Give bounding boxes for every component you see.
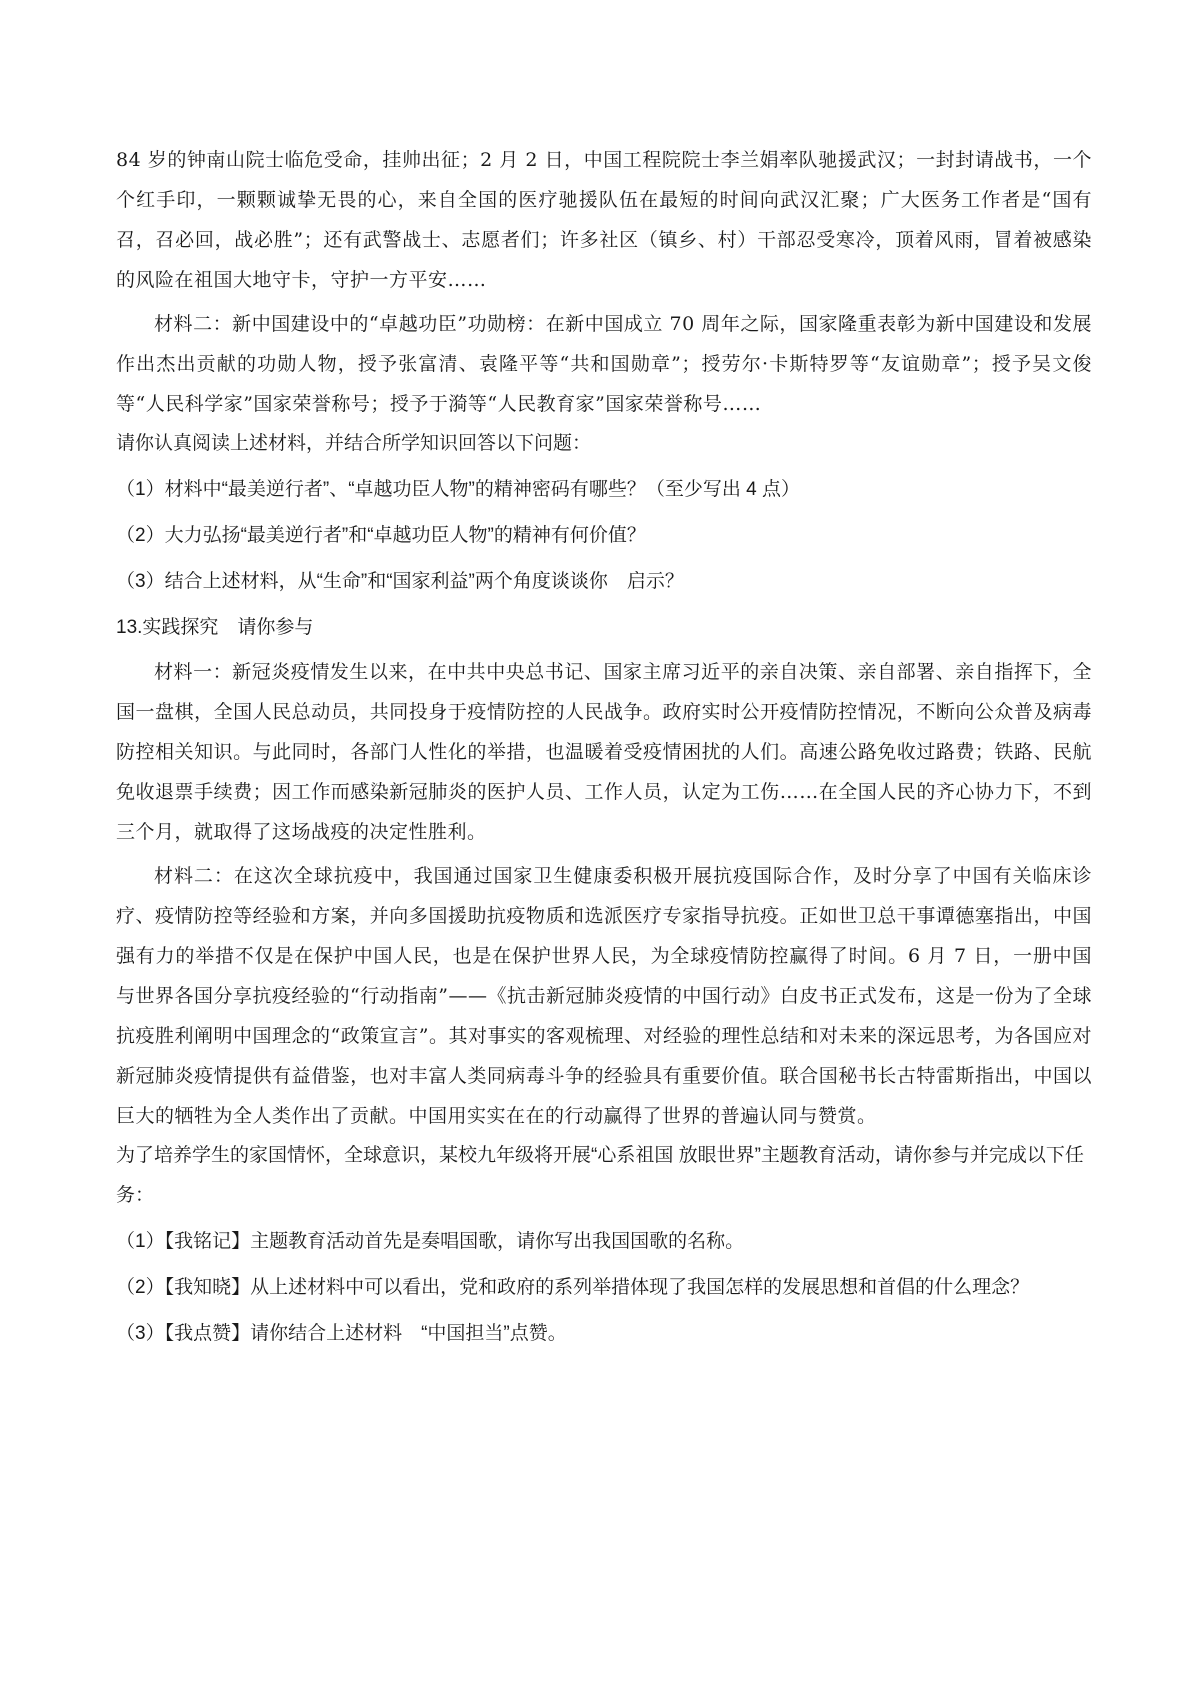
- q13-instruction: 为了培养学生的家国情怀，全球意识，某校九年级将开展“心系祖国 放眼世界”主题教育活动，请你参与并完成以下任务：: [116, 1145, 1084, 1206]
- q12-instruction: 请你认真阅读上述材料，并结合所学知识回答以下问题：: [116, 433, 592, 454]
- q13-heading: 13.实践探究 请你参与: [116, 617, 314, 638]
- q13-question-1: （1）【我铭记】主题教育活动首先是奏唱国歌，请你写出我国国歌的名称。: [116, 1231, 745, 1252]
- material-2-paragraph: 材料二：新中国建设中的“卓越功臣”功勋榜：在新中国成立 70 周年之际，国家隆重表彰为新中国建设和发展作出杰出贡献的功勋人物，授予张富清、袁隆平等“共和国勋章”；授劳尔·卡斯特罗等“友谊勋章”；授予吴文俊等“人民科学家”国家荣誉称号；授予于漪等“人民教育家”国家荣誉称号……: [116, 313, 1092, 415]
- q13-question-2: （2）【我知晓】从上述材料中可以看出，党和政府的系列举措体现了我国怎样的发展思想和首倡的什么理念？: [116, 1277, 1030, 1298]
- page-content: [116, 140, 1092, 1360]
- intro-paragraph: 84 岁的钟南山院士临危受命，挂帅出征；2 月 2 日，中国工程院院士李兰娟率队驰援武汉；一封封请战书，一个个红手印，一颗颗诚挚无畏的心，来自全国的医疗驰援队伍在最短的时间向武汉汇聚；广大医务工作者是“国有召，召必回，战必胜”；还有武警战士、志愿者们；许多社区（镇乡、村）干部忍受寒冷，顶着风雨，冒着被感染的风险在祖国大地守卡，守护一方平安……: [116, 149, 1092, 291]
- q12-question-2: （2）大力弘扬“最美逆行者”和“卓越功臣人物”的精神有何价值？: [116, 525, 646, 546]
- q13-material-1: 材料一：新冠炎疫情发生以来，在中共中央总书记、国家主席习近平的亲自决策、亲自部署、亲自指挥下，全国一盘棋，全国人民总动员，共同投身于疫情防控的人民战争。政府实时公开疫情防控情况，不断向公众普及病毒防控相关知识。与此同时，各部门人性化的举措，也温暖着受疫情困扰的人们。高速公路免收过路费；铁路、民航免收退票手续费；因工作而感染新冠肺炎的医护人员、工作人员，认定为工伤……在全国人民的齐心协力下，不到三个月，就取得了这场战疫的决定性胜利。: [116, 661, 1092, 843]
- q13-question-3: （3）【我点赞】请你结合上述材料 “中国担当”点赞。: [116, 1323, 567, 1344]
- q12-question-1: （1）材料中“最美逆行者”、“卓越功臣人物”的精神密码有哪些？（至少写出 4 点）: [116, 479, 801, 500]
- q13-material-2: 材料二：在这次全球抗疫中，我国通过国家卫生健康委积极开展抗疫国际合作，及时分享了中国有关临床诊疗、疫情防控等经验和方案，并向多国援助抗疫物质和选派医疗专家指导抗疫。正如世卫总干事谭德塞指出，中国强有力的举措不仅是在保护中国人民，也是在保护世界人民，为全球疫情防控赢得了时间。6 月 7 日，一册中国与世界各国分享抗疫经验的“行动指南”——《抗击新冠肺炎疫情的中国行动》白皮书正式发布，这是一份为了全球抗疫胜利阐明中国理念的“政策宣言”。其对事实的客观梳理、对经验的理性总结和对未来的深远思考，为各国应对新冠肺炎疫情提供有益借鉴，也对丰富人类同病毒斗争的经验具有重要价值。联合国秘书长古特雷斯指出，中国以巨大的牺牲为全人类作出了贡献。中国用实实在在的行动赢得了世界的普遍认同与赞赏。: [116, 865, 1092, 1127]
- q12-question-3: （3）结合上述材料，从“生命”和“国家利益”两个角度谈谈你 启示？: [116, 571, 684, 592]
